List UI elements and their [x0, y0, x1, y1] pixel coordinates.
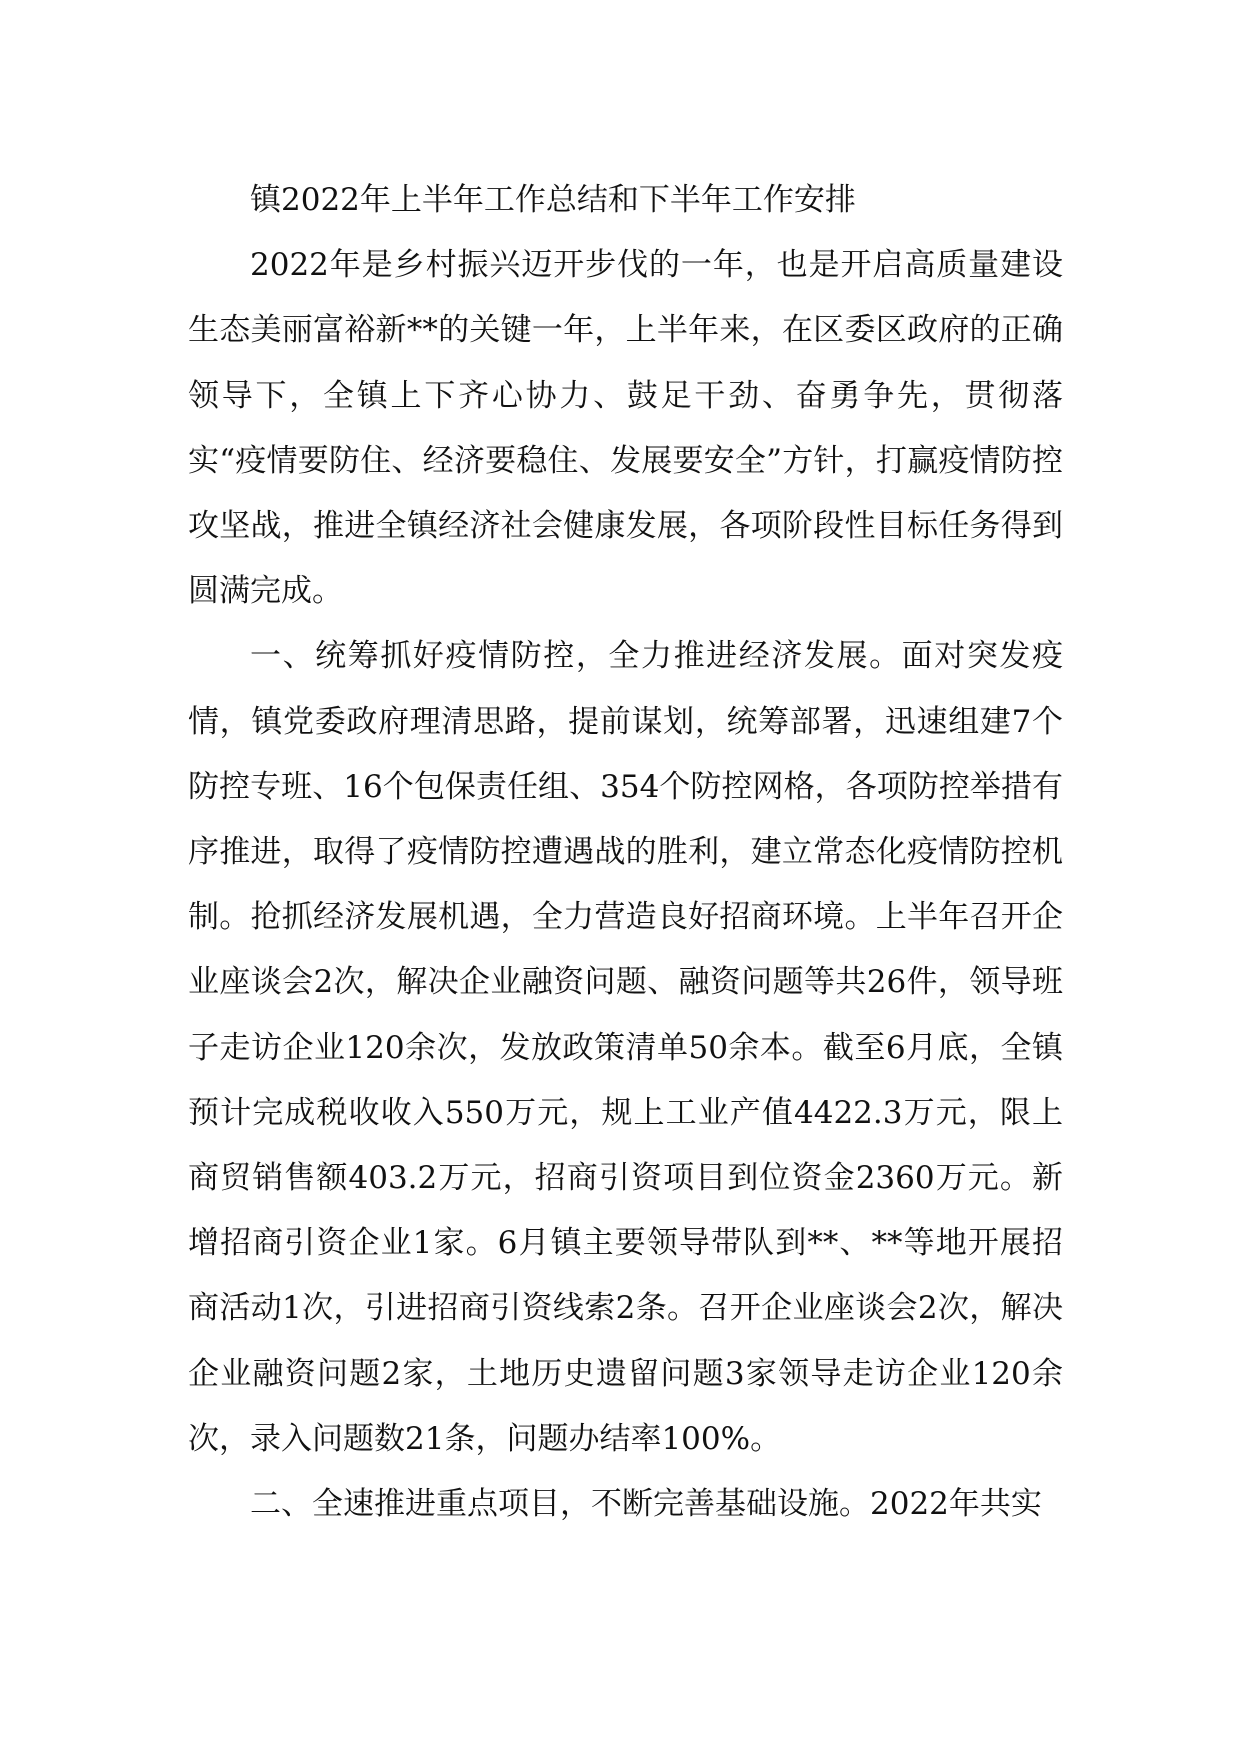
intro-paragraph: 2022年是乡村振兴迈开步伐的一年，也是开启高质量建设生态美丽富裕新**的关键一年，上半年来，在区委区政府的正确领导下，全镇上下齐心协力、鼓足干劲、奋勇争先，贯彻落实“疫情要防住、经济要稳住、发展要安全”方针，打赢疫情防控攻坚战，推进全镇经济社会健康发展，各项阶段性目标任务得到圆满完成。: [188, 247, 1063, 610]
document-body: [188, 168, 1063, 1537]
section-one-paragraph: 一、统筹抓好疫情防控，全力推进经济发展。面对突发疫情，镇党委政府理清思路，提前谋划，统筹部署，迅速组建7个防控专班、16个包保责任组、354个防控网格，各项防控举措有序推进，取得了疫情防控遭遇战的胜利，建立常态化疫情防控机制。抢抓经济发展机遇，全力营造良好招商环境。上半年召开企业座谈会2次，解决企业融资问题、融资问题等共26件，领导班子走访企业120余次，发放政策清单50余本。截至6月底，全镇预计完成税收收入550万元，规上工业产值4422.3万元，限上商贸销售额403.2万元，招商引资项目到位资金2360万元。新增招商引资企业1家。6月镇主要领导带队到**、**等地开展招商活动1次，引进招商引资线索2条。召开企业座谈会2次，解决企业融资问题2家，土地历史遗留问题3家领导走访企业120余次，录入问题数21条，问题办结率100%。: [188, 638, 1063, 1457]
document-title: 镇2022年上半年工作总结和下半年工作安排: [250, 182, 856, 218]
section-two-paragraph: 二、全速推进重点项目，不断完善基础设施。2022年共实: [250, 1486, 1042, 1523]
